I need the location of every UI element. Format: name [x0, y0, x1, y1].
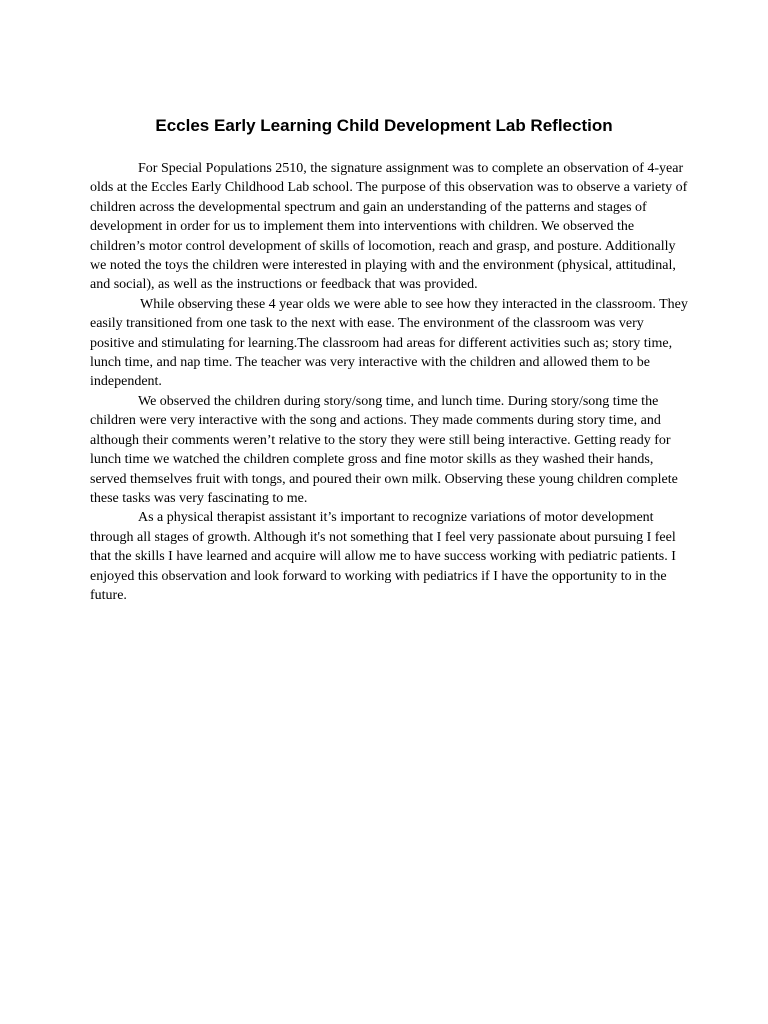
paragraph-3: We observed the children during story/song time, and lunch time. During story/song time the children were very interactive with the song and actions. They made comments during story time, and although their comments weren’t relative to the story they were still being interactive. Getting ready for lunch time we watched the children complete gross and fine motor skills as they washed their hands, served themselves fruit with tongs, and poured their own milk. Observing these young children complete these tasks was very fascinating to me. [90, 393, 678, 506]
paragraph-4: As a physical therapist assistant it’s important to recognize variations of motor development through all stages of growth. Although it's not something that I feel very passionate about pursuing I feel that the skills I have learned and acquire will allow me to have success working with pediatric patients. I enjoyed this observation and look forward to working with pediatrics if I have the opportunity to in the future. [90, 510, 676, 603]
document-body [90, 159, 690, 605]
paragraph-1: For Special Populations 2510, the signature assignment was to complete an observation of 4-year olds at the Eccles Early Childhood Lab school. The purpose of this observation was to observe a variety of children across the developmental spectrum and gain an understanding of the patterns and stages of development in order for us to implement them into interventions with children. We observed the children’s motor control development of skills of locomotion, reach and grasp, and posture. Additionally we noted the toys the children were interested in playing with and the environment (physical, attitudinal, and social), as well as the instructions or feedback that was provided. [90, 161, 688, 293]
document-title: Eccles Early Learning Child Development Lab Reflection [155, 116, 613, 135]
paragraph-2: While observing these 4 year olds we were able to see how they interacted in the classroom. They easily transitioned from one task to the next with ease. The environment of the classroom was very positive and stimulating for learning.The classroom had areas for different activities such as; story time, lunch time, and nap time. The teacher was very interactive with the children and allowed them to be independent. [90, 296, 688, 390]
